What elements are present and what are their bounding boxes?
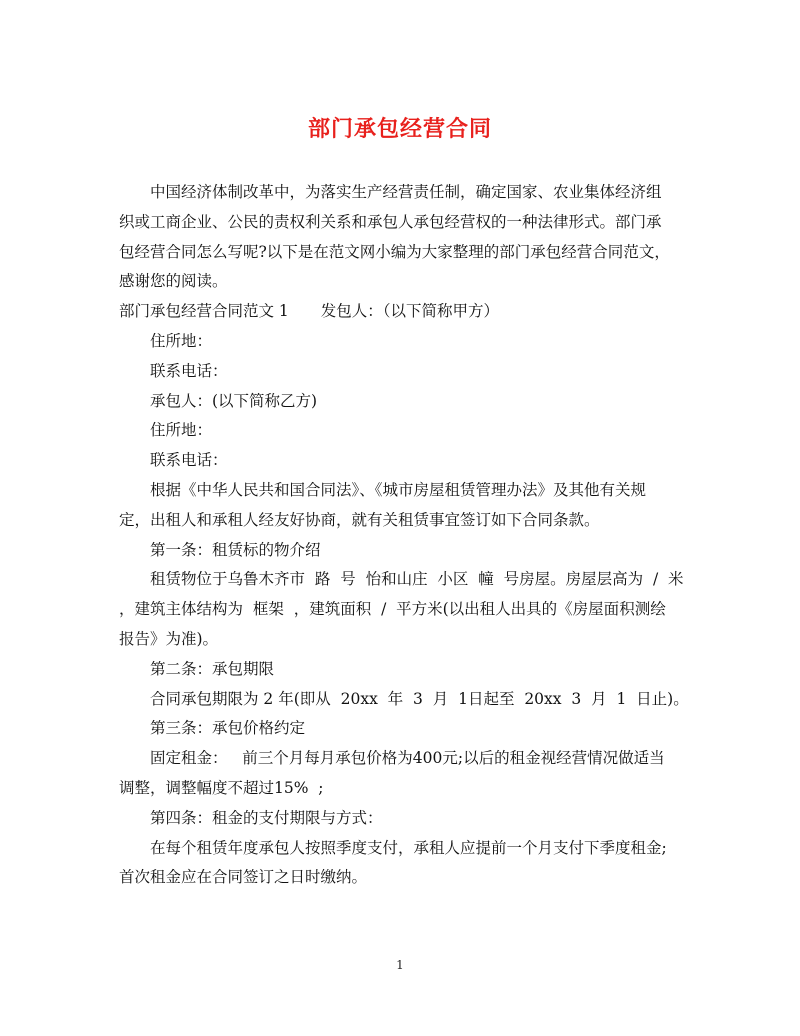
party-b-label: 承包人：(以下简称乙方) [150, 391, 318, 410]
sample-heading-row [119, 297, 689, 327]
article-4-line: 在每个租赁年度承包人按照季度支付，承租人应提前一个月支付下季度租金; [150, 838, 667, 857]
article-1-title: 第一条：租赁标的物介绍 [150, 540, 321, 559]
article-2-title: 第二条：承包期限 [150, 659, 275, 678]
page-number: 1 [396, 958, 404, 972]
article-1-line: ，建筑主体结构为 框架 ，建筑面积 / 平方米(以出租人出具的《房屋面积测绘 [119, 600, 666, 619]
sample-heading: 部门承包经营合同范文 1 [119, 302, 289, 321]
document-title: 部门承包经营合同 [307, 116, 492, 142]
basis-line: 根据《中华人民共和国合同法》、《城市房屋租赁管理办法》及其他有关规 [150, 480, 647, 499]
article-4-title: 第四条：租金的支付期限与方式： [150, 808, 383, 827]
article-3-title: 第三条：承包价格约定 [150, 719, 306, 738]
article-3-line: 调整，调整幅度不超过15% ; [119, 778, 324, 797]
article-4-paragraph [119, 834, 689, 894]
basis-line: 定，出租人和承租人经友好协商，就有关租赁事宜签订如下合同条款。 [119, 510, 600, 529]
party-b-address: 住所地： [150, 421, 213, 440]
article-2-text: 合同承包期限为 2 年(即从 20xx 年 3 月 1日起至 20xx 3 月 1 日止)。 [150, 689, 689, 708]
intro-paragraph [119, 178, 689, 297]
article-1-line: 报告》为准)。 [119, 629, 219, 648]
article-4-line: 首次租金应在合同签订之日时缴纳。 [119, 868, 368, 887]
intro-line: 包经营合同怎么写呢?以下是在范文网小编为大家整理的部门承包经营合同范文， [119, 242, 670, 261]
intro-line: 织或工商企业、公民的责权利关系和承包人承包经营权的一种法律形式。部门承 [119, 212, 662, 231]
basis-paragraph [119, 476, 689, 536]
party-a-label: 发包人：（以下简称甲方） [320, 302, 500, 321]
document-body [119, 178, 689, 893]
article-3-paragraph [119, 744, 689, 804]
intro-line: 中国经济体制改革中，为落实生产经营责任制，确定国家、农业集体经济组 [150, 183, 662, 201]
party-a-address: 住所地： [150, 331, 213, 350]
party-b-phone: 联系电话： [150, 451, 228, 470]
article-1-line: 租赁物位于乌鲁木齐市 路 号 怡和山庄 小区 幢 号房屋。房屋层高为 / 米 [150, 570, 684, 589]
article-3-line: 固定租金： 前三个月每月承包价格为400元;以后的租金视经营情况做适当 [150, 749, 665, 768]
intro-line: 感谢您的阅读。 [119, 272, 228, 291]
party-a-phone: 联系电话： [150, 361, 228, 380]
article-1-paragraph [119, 565, 689, 654]
